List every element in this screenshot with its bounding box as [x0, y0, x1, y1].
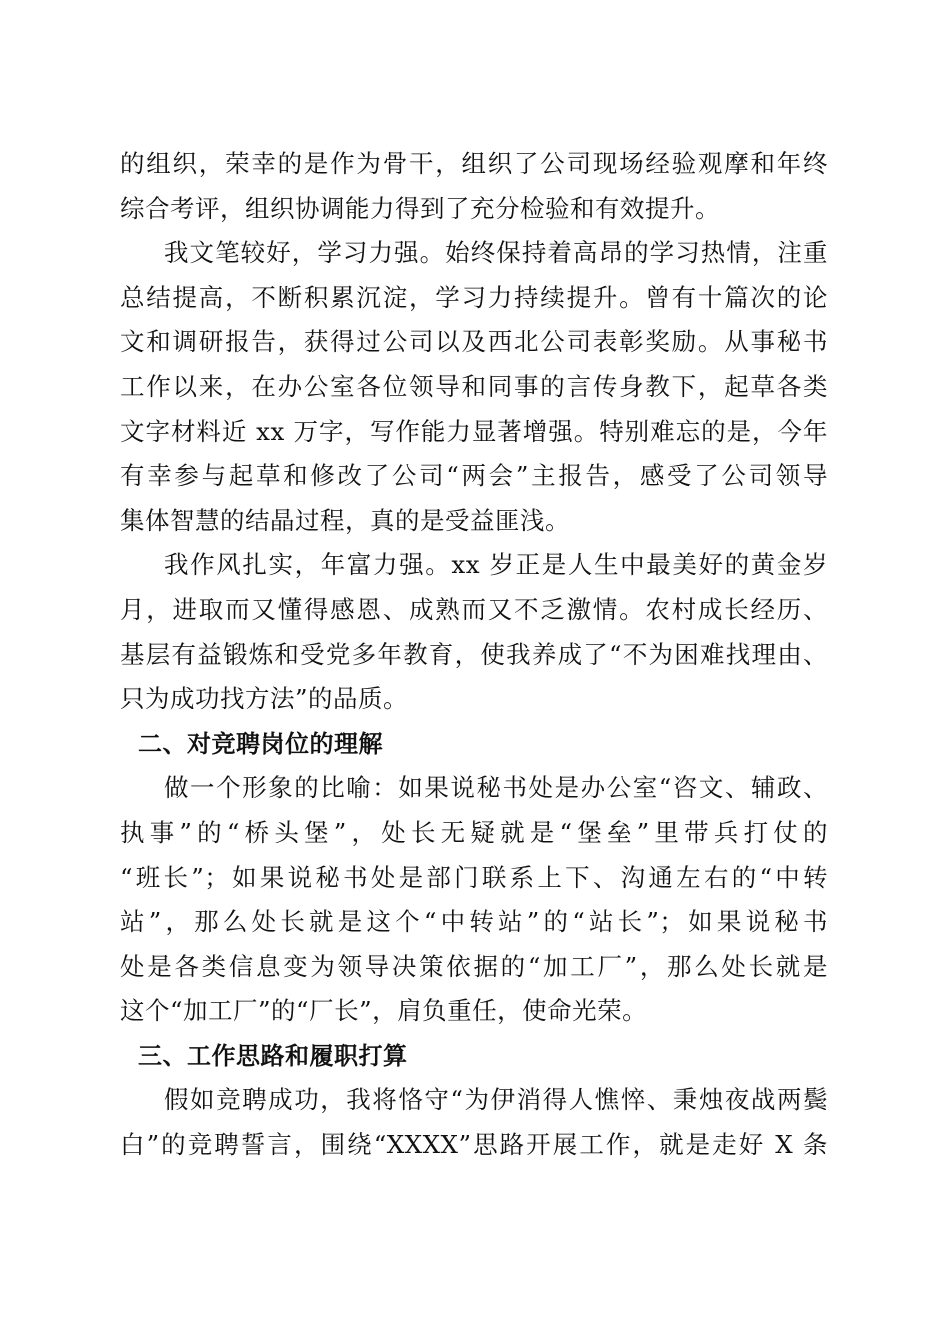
- body-line: 有幸参与起草和修改了公司“两会”主报告，感受了公司领导: [120, 461, 828, 491]
- body-line: “班长”；如果说秘书处是部门联系上下、沟通左右的“中转: [120, 862, 828, 892]
- body-line: 综合考评，组织协调能力得到了充分检验和有效提升。: [120, 193, 720, 223]
- section-heading-2: 二、对竞聘岗位的理解: [138, 729, 383, 758]
- paragraph-first-line: 做一个形象的比喻：如果说秘书处是办公室“咨文、辅政、: [164, 773, 828, 803]
- body-line: 月，进取而又懂得感恩、成熟而又不乏激情。农村成长经历、: [120, 594, 828, 624]
- body-line: 的组织，荣幸的是作为骨干，组织了公司现场经验观摩和年终: [120, 149, 828, 178]
- body-line: 站”，那么处长就是这个“中转站”的“站长”；如果说秘书: [120, 907, 828, 937]
- body-line: 文和调研报告，获得过公司以及西北公司表彰奖励。从事秘书: [120, 327, 828, 357]
- section-heading-3: 三、工作思路和履职打算: [138, 1041, 408, 1070]
- body-line: 基层有益锻炼和受党多年教育，使我养成了“不为困难找理由、: [120, 639, 828, 669]
- body-line: 这个“加工厂”的“厂长”，肩负重任，使命光荣。: [120, 996, 648, 1026]
- body-line: 工作以来，在办公室各位领导和同事的言传身教下，起草各类: [120, 371, 828, 401]
- paragraph-first-line: 我作风扎实，年富力强。xx 岁正是人生中最美好的黄金岁: [164, 550, 828, 580]
- body-line: 集体智慧的结晶过程，真的是受益匪浅。: [120, 505, 570, 535]
- body-line: 只为成功找方法”的品质。: [120, 684, 409, 714]
- body-line: 处是各类信息变为领导决策依据的“加工厂”，那么处长就是: [120, 951, 828, 981]
- body-line: 文字材料近 xx 万字，写作能力显著增强。特别难忘的是，今年: [120, 416, 828, 446]
- document-body: [120, 142, 828, 1168]
- body-line: 总结提高，不断积累沉淀，学习力持续提升。曾有十篇次的论: [120, 282, 828, 312]
- body-line: 白”的竞聘誓言，围绕“XXXX”思路开展工作，就是走好 X 条: [120, 1130, 828, 1160]
- body-line: 执事”的“桥头堡”，处长无疑就是“堡垒”里带兵打仗的: [120, 817, 828, 847]
- paragraph-first-line: 我文笔较好，学习力强。始终保持着高昂的学习热情，注重: [164, 238, 828, 268]
- paragraph-first-line: 假如竞聘成功，我将恪守“为伊消得人憔悴、秉烛夜战两鬓: [164, 1085, 828, 1115]
